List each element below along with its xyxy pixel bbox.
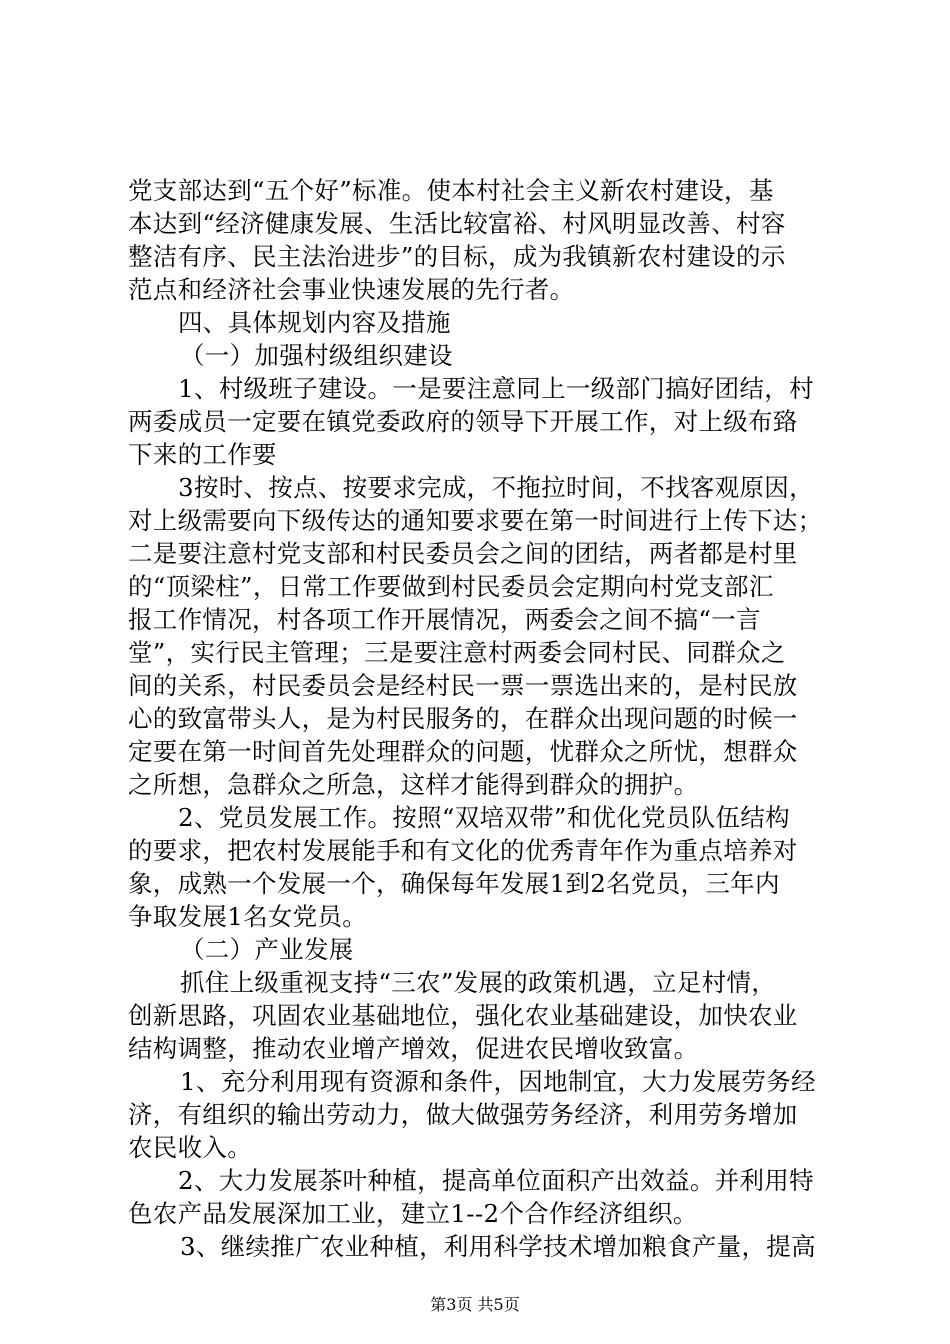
text-line: 党支部达到“五个好”标准。使本村社会主义新农村建设，基	[128, 176, 774, 205]
subsection-heading: （二）产业发展	[180, 935, 354, 964]
text-line: 二是要注意村党支部和村民委员会之间的团结，两者都是村里	[128, 539, 798, 568]
text-line: 整洁有序、民主法治进步”的目标，成为我镇新农村建设的示	[128, 242, 786, 271]
text-line: 两委成员一定要在镇党委政府的领导下开展工作，对上级布臵	[128, 407, 798, 436]
text-line: 本达到“经济健康发展、生活比较富裕、村风明显改善、村容	[128, 209, 786, 238]
subsection-heading: （一）加强村级组织建设	[180, 341, 453, 370]
text-line: 3、继续推广农业种植，利用科学技术增加粮食产量，提高	[180, 1232, 816, 1261]
text-line: 的“顶梁柱”，日常工作要做到村民委员会定期向村党支部汇	[128, 572, 774, 601]
text-line: 结构调整，推动农业增产增效，促进农民增收致富。	[128, 1034, 699, 1063]
text-line: 争取发展1名女党员。	[128, 902, 368, 931]
text-line: 抓住上级重视支持“三农”发展的政策机遇，立足村情，	[180, 968, 777, 997]
text-line: 色农产品发展深加工业，建立1--2个合作经济组织。	[128, 1199, 698, 1228]
text-line: 1、充分利用现有资源和条件，因地制宜，大力发展劳务经	[180, 1067, 816, 1096]
section-heading: 四、具体规划内容及措施	[178, 308, 451, 337]
text-line: 的要求，把农村发展能手和有文化的优秀青年作为重点培养对	[128, 836, 798, 865]
text-line: 心的致富带头人，是为村民服务的，在群众出现问题的时候一	[128, 704, 798, 733]
text-line: 堂”，实行民主管理；三是要注意村两委会同村民、同群众之	[128, 638, 786, 667]
text-line: 报工作情况，村各项工作开展情况，两委会之间不搞“一言	[128, 605, 761, 634]
text-line: 间的关系，村民委员会是经村民一票一票选出来的，是村民放	[128, 671, 798, 700]
page-number: 第3页 共5页	[430, 1295, 520, 1314]
text-line: 定要在第一时间首先处理群众的问题，忧群众之所忧，想群众	[128, 737, 798, 766]
text-line: 创新思路，巩固农业基础地位，强化农业基础建设，加快农业	[128, 1001, 798, 1030]
text-line: 1、村级班子建设。一是要注意同上一级部门搞好团结，村	[178, 374, 814, 403]
text-line: 之所想，急群众之所急，这样才能得到群众的拥护。	[128, 770, 699, 799]
text-line: 农民收入。	[128, 1133, 252, 1162]
text-line: 象，成熟一个发展一个，确保每年发展1到2名党员，三年内	[128, 869, 780, 898]
text-line: 范点和经济社会事业快速发展的先行者。	[128, 275, 575, 304]
text-line: 济，有组织的输出劳动力，做大做强劳务经济，利用劳务增加	[128, 1100, 798, 1129]
text-line: 对上级需要向下级传达的通知要求要在第一时间进行上传下达；	[128, 506, 823, 535]
text-line: 2、大力发展茶叶种植，提高单位面积产出效益。并利用特	[178, 1166, 814, 1195]
text-line: 3按时、按点、按要求完成，不拖拉时间，不找客观原因，	[178, 473, 814, 502]
text-line: 下来的工作要	[128, 440, 277, 469]
text-line: 2、党员发展工作。按照“双培双带”和优化党员队伍结构	[178, 803, 790, 832]
